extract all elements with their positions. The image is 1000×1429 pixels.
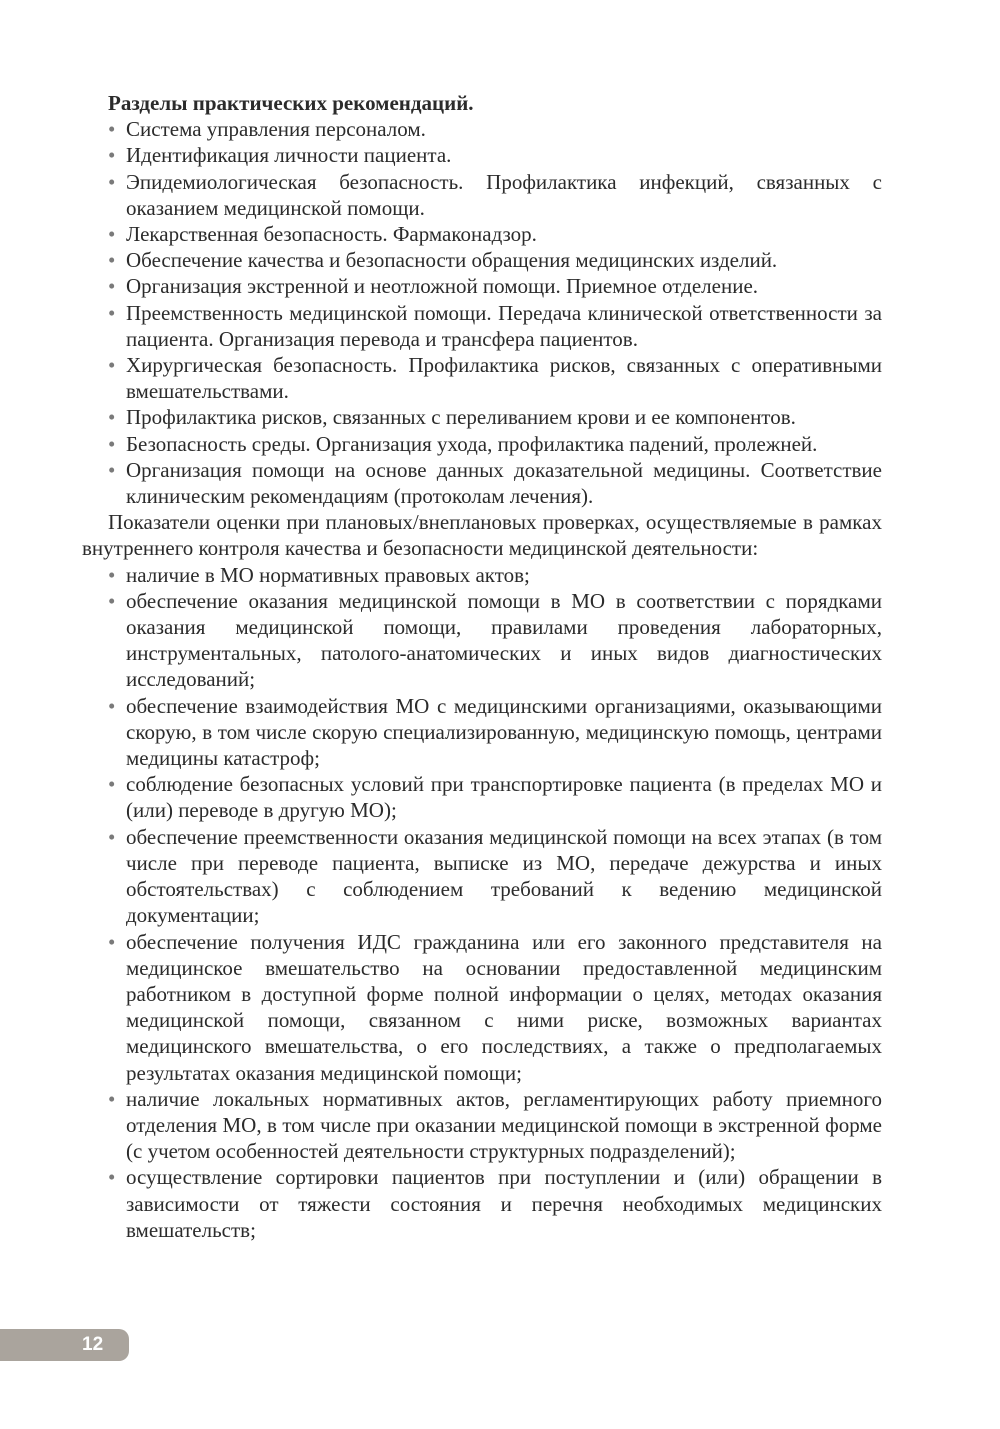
list-item: • наличие локальных нормативных актов, регламентирующих работу приемного отделения МО, в том числе при оказании медицинской помощи в экстренной форме (с учетом особенностей деятельности структурных подразделений); — [82, 1086, 882, 1165]
list-item: • соблюдение безопасных условий при транспортировке пациента (в пределах МО и (или) переводе в другую МО); — [82, 771, 882, 823]
list-item: • Идентификация личности пациента. — [82, 142, 882, 168]
page-number: 12 — [0, 1329, 129, 1361]
list-item: • обеспечение преемственности оказания медицинской помощи на всех этапах (в том числе при переводе пациента, выписке из МО, передаче дежурства и иных обстоятельствах) с соблюдением требований к ведению медицинской документации; — [82, 824, 882, 929]
list-item: • Система управления персоналом. — [82, 116, 882, 142]
list-item: • Преемственность медицинской помощи. Передача клинической ответственности за пациента. Организация перевода и трансфера пациентов. — [82, 300, 882, 352]
list-item: • Организация помощи на основе данных доказательной медицины. Соответствие клиническим рекомендациям (протоколам лечения). — [82, 457, 882, 509]
indicators-intro: Показатели оценки при плановых/внеплановых проверках, осуществляемые в рамках внутреннего контроля качества и безопасности медицинской деятельности: — [82, 510, 882, 561]
list-item: • Безопасность среды. Организация ухода, профилактика падений, пролежней. — [82, 431, 882, 457]
list-item: • Обеспечение качества и безопасности обращения медицинских изделий. — [82, 247, 882, 273]
indicators-list — [82, 562, 882, 1243]
list-item: • Эпидемиологическая безопасность. Профилактика инфекций, связанных с оказанием медицинской помощи. — [82, 169, 882, 221]
list-item: • Организация экстренной и неотложной помощи. Приемное отделение. — [82, 273, 882, 299]
list-item: • наличие в МО нормативных правовых актов; — [82, 562, 882, 588]
list-item: • Лекарственная безопасность. Фармаконадзор. — [82, 221, 882, 247]
list-item: • обеспечение взаимодействия МО с медицинскими организациями, оказывающими скорую, в том числе скорую специализированную, медицинскую помощь, центрами медицины катастроф; — [82, 693, 882, 772]
page-content — [82, 90, 882, 1243]
list-item: • обеспечение оказания медицинской помощи в МО в соответствии с порядками оказания медицинской помощи, правилами проведения лабораторных, инструментальных, патолого-анатомических и иных видов диагностических исследований; — [82, 588, 882, 693]
list-item: • Профилактика рисков, связанных с переливанием крови и ее компонентов. — [82, 404, 882, 430]
sections-list — [82, 116, 882, 509]
list-item: • осуществление сортировки пациентов при поступлении и (или) обращении в зависимости от тяжести состояния и перечня необходимых медицинских вмешательств; — [82, 1164, 882, 1243]
sections-heading: Разделы практических рекомендаций. — [108, 91, 474, 115]
list-item: • обеспечение получения ИДС гражданина или его законного представителя на медицинское вмешательство на основании предоставленной медицинским работником в доступной форме полной информации о целях, методах оказания медицинской помощи, связанном с ними риске, возможных вариантах медицинского вмешательства, о его последствиях, а также о предполагаемых результатах оказания медицинской помощи; — [82, 929, 882, 1086]
list-item: • Хирургическая безопасность. Профилактика рисков, связанных с оперативными вмешательствами. — [82, 352, 882, 404]
